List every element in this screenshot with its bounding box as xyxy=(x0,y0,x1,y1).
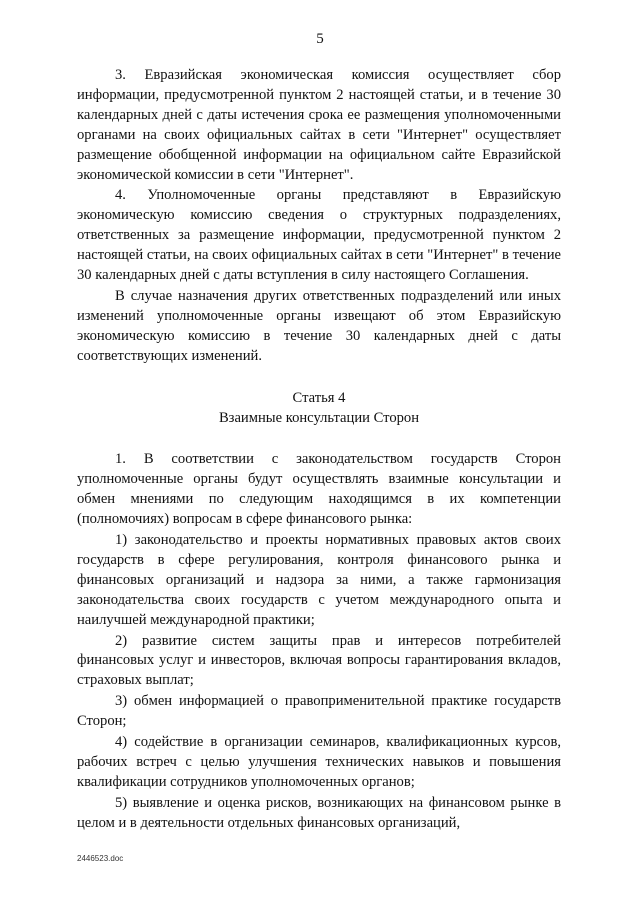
article-heading xyxy=(77,389,561,429)
document-body xyxy=(77,66,561,834)
list-item-5: 5) выявление и оценка рисков, возникающих на финансовом рынке в целом и в деятельности отдельных финансовых организаций, xyxy=(77,794,561,831)
list-item-3: 3) обмен информацией о правоприменительной практике государств Сторон; xyxy=(77,693,561,730)
paragraph-change-notice: В случае назначения других ответственных подразделений или иных изменений уполномоченные органы извещают об этом Евразийскую экономическую комиссию в течение 30 календарных дней с даты соответствующих изменений. xyxy=(77,287,561,364)
paragraph-4: 4. Уполномоченные органы представляют в Евразийскую экономическую комиссию сведения о структурных подразделениях, ответственных за размещение информации, предусмотренной пунктом 2 настоящей статьи, на своих официальных сайтах в сети "Интернет" в течение 30 календарных дней с даты вступления в силу настоящего Соглашения. xyxy=(77,187,561,284)
article-number: Статья 4 xyxy=(292,389,346,406)
footer-filename: 2446523.doc xyxy=(77,854,124,863)
article-title: Взаимные консультации Сторон xyxy=(218,409,420,426)
article-4-paragraph-1: 1. В соответствии с законодательством государств Сторон уполномоченные органы будут осуществлять взаимные консультации и обмен мнениями по следующим находящимся в их компетенции (полномочиях) вопросам в сфере финансового рынка: xyxy=(77,451,561,528)
list-item-4: 4) содействие в организации семинаров, квалификационных курсов, рабочих встреч с целью улучшения технических навыков и повышения квалификации сотрудников уполномоченных органов; xyxy=(77,734,561,790)
page-number: 5 xyxy=(316,31,324,47)
list-item-1: 1) законодательство и проекты нормативных правовых актов своих государств в сфере регулирования, контроля финансового рынка и финансовых организаций и надзора за ними, а также гармонизация законодательства своих государств с учетом международного опыта и наилучшей международной практики; xyxy=(77,532,561,628)
list-item-2: 2) развитие систем защиты прав и интересов потребителей финансовых услуг и инвесторов, включая вопросы гарантирования вкладов, страховых выплат; xyxy=(77,632,561,689)
paragraph-3: 3. Евразийская экономическая комиссия осуществляет сбор информации, предусмотренной пунктом 2 настоящей статьи, и в течение 30 календарных дней с даты истечения срока ее размещения уполномоченными органами на своих официальных сайтах в сети "Интернет" осуществляет размещение обобщенной информации на официальном сайте Евразийской экономической комиссии в сети "Интернет". xyxy=(77,67,561,183)
